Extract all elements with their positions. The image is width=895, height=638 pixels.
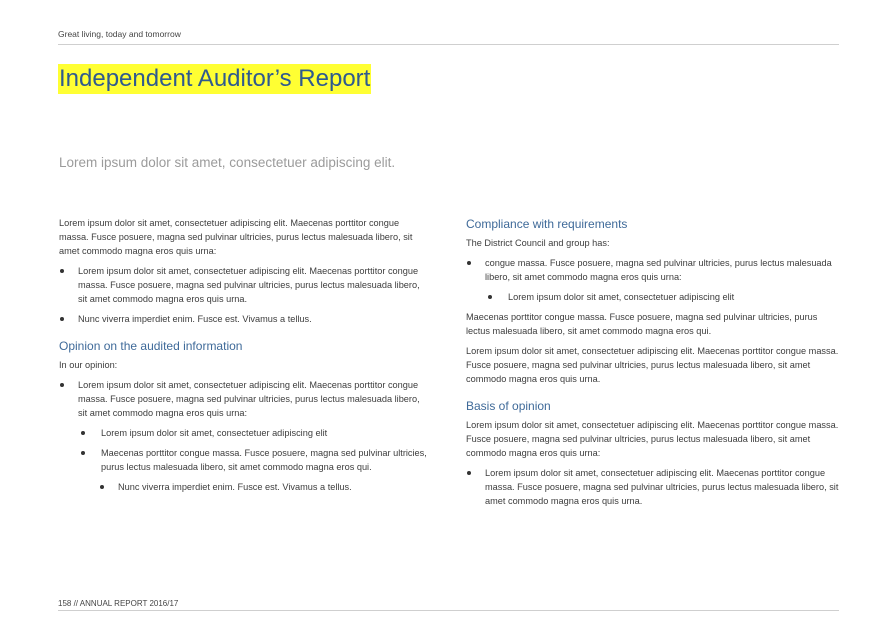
header-divider (58, 44, 839, 45)
bullet-icon (60, 317, 64, 321)
opinion-sub-list (59, 426, 431, 474)
section-heading-basis: Basis of opinion (466, 399, 551, 413)
footer-divider (58, 610, 839, 611)
basis-intro: Lorem ipsum dolor sit amet, consectetuer adipiscing elit. Maecenas porttitor congue massa. Fusce posuere, magna sed pulvinar ultricies, purus lectus malesuada libero, sit amet commodo magna eros quis urna: (466, 420, 839, 458)
bullet-icon (60, 383, 64, 387)
list-item: Lorem ipsum dolor sit amet, consectetuer adipiscing elit. Maecenas porttitor congue massa. Fusce posuere, magna sed pulvinar ultricies, purus lectus malesuada libero, sit amet commodo magna eros quis urna. (59, 264, 431, 306)
bullet-icon (81, 451, 85, 455)
bullet-icon (81, 431, 85, 435)
bullet-icon (467, 471, 471, 475)
page-footer: 158 // ANNUAL REPORT 2016/17 (58, 599, 179, 608)
basis-bullet-list (466, 466, 839, 508)
opinion-bullet-list (59, 378, 431, 420)
left-column (59, 216, 431, 500)
compliance-bullet-list (466, 256, 839, 284)
page-title: Independent Auditor’s Report (59, 65, 371, 92)
right-column (466, 216, 839, 514)
compliance-intro: The District Council and group has: (466, 238, 610, 248)
intro-paragraph: Lorem ipsum dolor sit amet, consectetuer adipiscing elit. Maecenas porttitor congue massa. Fusce posuere, magna sed pulvinar ultricies, purus lectus malesuada libero, sit amet commodo magna eros quis urna: (59, 218, 413, 256)
section-heading-compliance: Compliance with requirements (466, 217, 628, 231)
list-item: Lorem ipsum dolor sit amet, consectetuer adipiscing elit. Maecenas porttitor congue massa. Fusce posuere, magna sed pulvinar ultricies, purus lectus malesuada libero, sit amet commodo magna eros quis urna. (466, 466, 839, 508)
compliance-sub-list (466, 290, 839, 304)
list-item: Lorem ipsum dolor sit amet, consectetuer adipiscing elit (466, 290, 839, 304)
bullet-icon (467, 261, 471, 265)
list-item: Lorem ipsum dolor sit amet, consectetuer adipiscing elit. Maecenas porttitor congue massa. Fusce posuere, magna sed pulvinar ultricies, purus lectus malesuada libero, sit amet commodo magna eros quis urna: (59, 378, 431, 420)
opinion-intro: In our opinion: (59, 360, 118, 370)
list-item: Maecenas porttitor congue massa. Fusce posuere, magna sed pulvinar ultricies, purus lectus malesuada libero, sit amet commodo magna eros qui. (59, 446, 431, 474)
compliance-paragraph-2: Lorem ipsum dolor sit amet, consectetuer adipiscing elit. Maecenas porttitor congue massa. Fusce posuere, magna sed pulvinar ultricies, purus lectus malesuada libero, sit amet commodo magna eros quis urna. (466, 346, 839, 384)
list-item: Lorem ipsum dolor sit amet, consectetuer adipiscing elit (59, 426, 431, 440)
bullet-icon (60, 269, 64, 273)
bullet-icon (488, 295, 492, 299)
bullet-icon (100, 485, 104, 489)
section-heading-opinion: Opinion on the audited information (59, 339, 243, 353)
intro-bullet-list (59, 264, 431, 326)
list-item: congue massa. Fusce posuere, magna sed pulvinar ultricies, purus lectus malesuada libero, sit amet commodo magna eros quis urna: (466, 256, 839, 284)
page-subtitle: Lorem ipsum dolor sit amet, consectetuer adipiscing elit. (59, 155, 396, 170)
header-tagline: Great living, today and tomorrow (58, 29, 181, 39)
list-item: Nunc viverra imperdiet enim. Fusce est. Vivamus a tellus. (59, 480, 431, 494)
opinion-subsub-list (59, 480, 431, 494)
compliance-paragraph-1: Maecenas porttitor congue massa. Fusce posuere, magna sed pulvinar ultricies, purus lectus malesuada libero, sit amet commodo magna eros qui. (466, 312, 818, 336)
list-item: Nunc viverra imperdiet enim. Fusce est. Vivamus a tellus. (59, 312, 431, 326)
